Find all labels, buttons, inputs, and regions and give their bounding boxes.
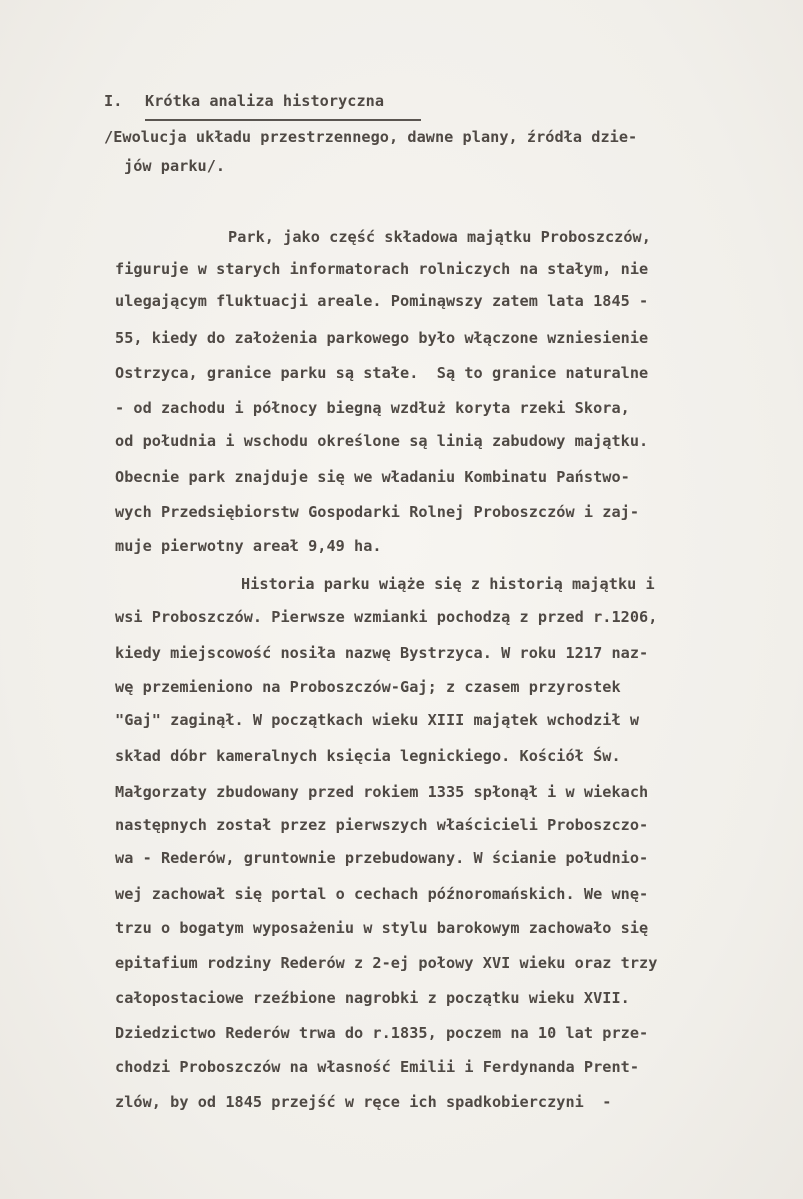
title-underline xyxy=(145,119,421,121)
paragraph-line: zlów, by od 1845 przejść w ręce ich spadkobierczyni - xyxy=(115,1093,612,1111)
paragraph-line: wę przemieniono na Proboszczów-Gaj; z czasem przyrostek xyxy=(115,678,621,696)
paragraph-line: Park, jako część składowa majątku Proboszczów, xyxy=(228,228,651,246)
paragraph-line: trzu o bogatym wyposażeniu w stylu barokowym zachowało się xyxy=(115,919,649,937)
paragraph-line: od południa i wschodu określone są linią zabudowy majątku. xyxy=(115,432,649,450)
subheading-line: jów parku/. xyxy=(124,157,226,175)
paragraph-line: całopostaciowe rzeźbione nagrobki z początku wieku XVII. xyxy=(115,989,630,1007)
paragraph-line: figuruje w starych informatorach rolniczych na stałym, nie xyxy=(115,260,649,278)
section-number: I. xyxy=(104,92,123,110)
paragraph-line: Historia parku wiąże się z historią majątku i xyxy=(241,575,655,593)
paragraph-line: kiedy miejscowość nosiła nazwę Bystrzyca. W roku 1217 naz- xyxy=(115,644,649,662)
paragraph-line: "Gaj" zaginął. W początkach wieku XIII majątek wchodził w xyxy=(115,711,640,729)
paragraph-line: muje pierwotny areał 9,49 ha. xyxy=(115,537,382,555)
paragraph-line: Obecnie park znajduje się we władaniu Kombinatu Państwo- xyxy=(115,468,630,486)
subheading-line: /Ewolucja układu przestrzennego, dawne plany, źródła dzie- xyxy=(104,128,638,146)
paragraph-line: Ostrzyca, granice parku są stałe. Są to granice naturalne xyxy=(115,364,649,382)
paragraph-line: następnych został przez pierwszych właścicieli Proboszczo- xyxy=(115,816,649,834)
paragraph-line: ulegającym fluktuacji areale. Pominąwszy zatem lata 1845 - xyxy=(115,292,649,310)
paragraph-line: wych Przedsiębiorstw Gospodarki Rolnej Proboszczów i zaj- xyxy=(115,503,640,521)
paragraph-line: Małgorzaty zbudowany przed rokiem 1335 spłonął i w wiekach xyxy=(115,783,649,801)
paragraph-line: epitafium rodziny Rederów z 2-ej połowy XVI wieku oraz trzy xyxy=(115,954,658,972)
paragraph-line: Dziedzictwo Rederów trwa do r.1835, poczem na 10 lat prze- xyxy=(115,1024,649,1042)
paragraph-line: chodzi Proboszczów na własność Emilii i Ferdynanda Prent- xyxy=(115,1058,640,1076)
section-title: Krótka analiza historyczna xyxy=(145,92,385,110)
paragraph-line: wa - Rederów, gruntownie przebudowany. W ścianie południo- xyxy=(115,849,649,867)
paragraph-line: wsi Proboszczów. Pierwsze wzmianki pochodzą z przed r.1206, xyxy=(115,608,658,626)
paragraph-line: wej zachował się portal o cechach późnoromańskich. We wnę- xyxy=(115,885,649,903)
paragraph-line: - od zachodu i północy biegną wzdłuż koryta rzeki Skora, xyxy=(115,399,630,417)
paragraph-line: skład dóbr kameralnych księcia legnickiego. Kościół Św. xyxy=(115,747,621,765)
paragraph-line: 55, kiedy do założenia parkowego było włączone wzniesienie xyxy=(115,329,649,347)
